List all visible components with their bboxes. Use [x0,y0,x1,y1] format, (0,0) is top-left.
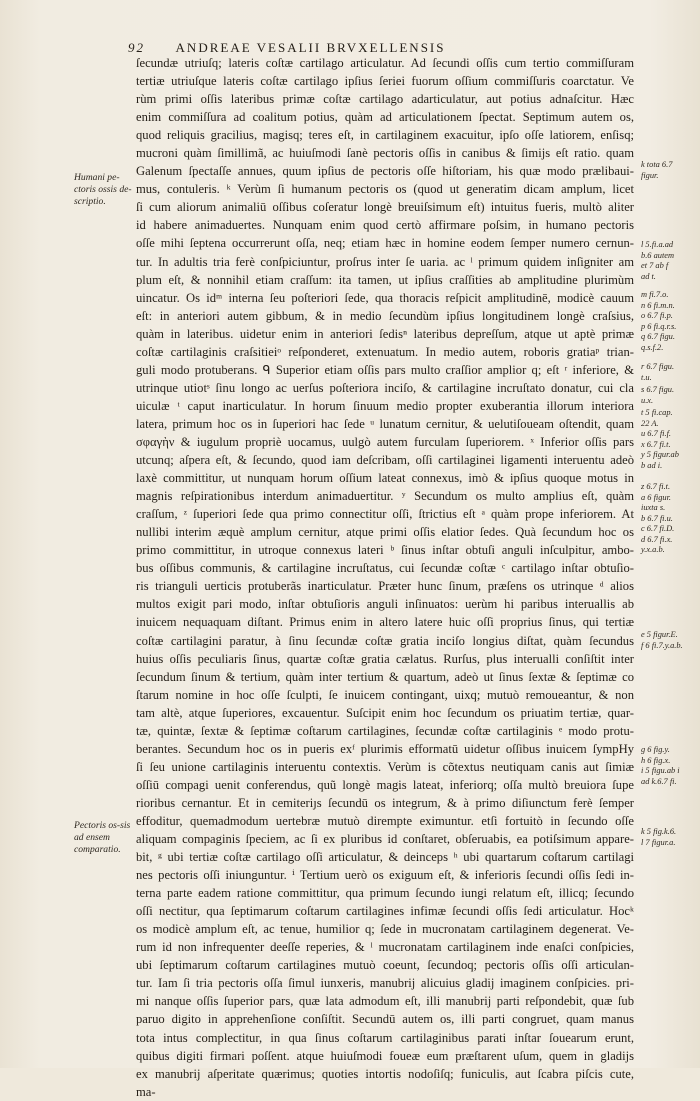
margin-ref: a 6 figur. [641,492,672,502]
text-line: ſecundum ſinum & tertium, quàm inter tertium & quartum, adeò ut ſinus ſextæ & ſeptimæ co [136,669,634,684]
text-line: aliquam compaginis ſpeciem, ac ſi ex pluribus id conſtaret, obſeruabis, ea potiſsimum appare- [136,832,634,847]
margin-ref: et 7 ab f [641,261,669,270]
text-line: inuicem nequaquam diſtant. Primus enim in altero latere huic oſſi proprius ſinus, qui tertiæ [136,615,634,630]
text-line: rioribus cernantur. Et in cemiteriȷs ſecundū os integrum, & à primo diſiunctum ferè ſemper [136,795,634,810]
margin-ref-group [641,827,697,848]
text-line: magnis reſpirationibus interdum animaduertitur. ʸ Secundum os multo amplius eſt, quàm [136,489,634,504]
margin-ref: r 6.7 figu. [641,362,675,371]
margin-ref: figur. [641,170,659,180]
text-line: mus, contuleris. ᵏ Verùm ſi humanum pectoris os (quod ut generatim dicam amplum, licet [136,182,634,197]
text-line: bit, ᵍ ubi tertiæ coſtæ cartilago oſſi articulatur, & deinceps ʰ ubi quartarum coſtarum cartilagi [136,850,634,865]
text-line: ſecundæ utriuſq; lateris coſtæ cartilago articulatur. Ad ſecundi oſſis cum tertio commiſſuram [136,56,634,70]
margin-ref: c 6.7 fi.D. [641,524,675,533]
margin-ref: x 6.7 fi.t. [641,439,671,449]
page-number: 92 [128,40,145,55]
text-line: paruo digito in apprehenſione conſiſtit. Secundū autem os, illi parti congruet, quam manus [136,1012,634,1027]
text-line: oſſiū compagi uenit conferendus, quũ longè magis lateat, inferiorq; oſſa multò breuiora ſupe [136,777,634,792]
side-note-ensem-comparatio: Pectoris os-sis ad ensem comparatio. [74,820,131,855]
text-line: terna parte eadem ratione committitur, qua primum ſecundo iungi relatum eſt, illicq; ſecundo [136,886,634,901]
margin-ref: f 6 fi.7.y.a.b. [641,640,683,650]
text-line: huius oſſis peculiaris ſinus, quartæ coſtæ gratia cælatus. Rurſus, plus interualli conſiſtit inter [136,651,634,666]
text-line: laxè committitur, ut nunquam horum oſſium lateat connexus, imò & ipſius quoque motus in [136,471,634,486]
text-line: quod reliquis gracilius, magisq; teres eſt, in cartilaginem exacuitur, ipſo oſſe latiorem, enſisq; [136,128,634,143]
text-line: plum eſt, & nonnihil etiam craſſum: ita tamen, ut ipſius craſſities ab amplitudine plurimùm [136,272,634,287]
margin-ref: 22 A. [641,418,659,428]
text-line: utcunq; aſpera eſt, & ſecundo, quod iam deſcribam, oſſi cartilaginei ligamenti interuentu adeò [136,453,634,468]
margin-ref: i 5 figu.ab i [641,766,680,775]
margin-ref: q.s.f.2. [641,342,664,352]
text-line: bus oſſibus communis, & cartilagine incruſtatus, cui ſecundæ coſtæ ᶜ cartilago inſtar obtuſio- [136,561,634,576]
margin-ref: y.x.a.b. [641,545,665,554]
text-line: guli modo protuberans. ᑫ Superior etiam oſſis pars multo craſſior amplior q; eſt ʳ inferiore, & [136,362,634,377]
text-line: os modicè amplum eſt, ac tenue, humilior q; ſede in mucronatam cartilaginem degenerat. Ve- [136,922,634,937]
text-line: utrinque utiotˢ ſinu longo ac uerſus poſteriora inciſo, & cartilagine incruſtato donatur, cui cla [136,380,634,395]
margin-ref-group [641,240,697,282]
text-line: nes pectoris oſſi iniunguntur. ⁱ Tertium uerò os exiguum eſt, & inferioris ſecundi oſſis ſedi in- [136,868,634,883]
text-line: coſtæ cartilagini paratur, à ſinu ſecundæ coſtæ gratia inciſo longius diſtat, quàm ſecundus [136,633,634,648]
text-line: ex manubrij aſperitate quærimus; quoties intortis nodoſiſq; funiculis, aut ſcabra piſcis cute, [136,1066,634,1081]
margin-ref-group [641,630,697,651]
text-line: craſſum, ᶻ ſuperiori ſede qua primo connectitur oſſi, ſtrictius eſt ᵃ quàm prope inferiorem. At [136,507,634,522]
text-line: berantes. Secundum hoc os in pueris exᶠ plurimis efformatū uidetur oſſibus inuicem ſympHy [136,741,634,756]
text-line: multos exigit pari modo, inſtar obtuſioris anguli inſinuatos: uerùm hi paribus interuallis ab [136,597,634,612]
margin-ref: e 5 figur.E. [641,630,678,639]
margin-ref: k 5 fig.k.6. [641,827,677,836]
margin-ref-group [641,290,697,353]
text-line: ſi ſeu unione cartilaginis interuentu contextis. Verùm is cõtextus neutiquam canis aut ſimiæ [136,759,634,774]
text-line: tæ, quintæ, ſextæ & ſeptimæ coſtarum cartilagines, ſecundæ coſtæ cartilaginis ᵉ modo protu- [136,723,634,738]
text-line: coſtæ cartilaginis craſsitieiᵒ reſponderet, extenuatum. In medio autem, roboris gratiaᵖ trian- [136,344,634,359]
text-line: effoditur, quemadmodum uertebræ mutuò dirempte eximuntur. etſi fortuitò in ſecundo oſſe [136,813,634,828]
margin-ref: z 6.7 fi.t. [641,482,671,491]
margin-ref: iuxta s. [641,503,666,512]
margin-ref: o 6.7 fi.p. [641,311,673,320]
margin-ref: d 6.7 fi.x. [641,534,673,544]
text-line: quibus digiti firmari poſſent. atque huiuſmodi foueæ eum præſtarent uſum, quem in gladijs [136,1048,634,1063]
text-line: oſſe mihi ſeptena occurrerunt oſſa, neq; etiam hæc in homine eodem ſemper numero cernun- [136,236,634,251]
margin-ref: u 6.7 fi.f. [641,429,672,438]
margin-ref: t 5 fi.cap. [641,408,673,417]
margin-ref: t.u. [641,372,652,382]
margin-ref: b.6 autem [641,250,675,260]
margin-ref: u.x. [641,395,654,405]
margin-ref-group [641,745,697,787]
text-line: Galenum ſpectaſſe annues, quum ipſius de pectoris oſſe hiſtoriam, his quæ modo prælibaui- [136,164,634,179]
text-line: σφαγὴν & iugulum propriè uocamus, uulgò autem furculam ſuperiorem. ˣ Inferior oſſis pars [136,434,634,449]
text-line: oſſi nectitur, qua ſeptimarum coſtarum cartilagines infimæ ſecundi oſſis ſedi articulatur. Hocᵏ [136,904,634,919]
margin-ref: p 6 fi.q.r.s. [641,321,677,331]
margin-ref: q 6.7 figu. [641,332,675,341]
side-note-pectoris-descriptio: Humani pe-ctoris ossis de-scriptio. [74,172,132,207]
text-line: primo committitur, in utroque connexus lateri ᵇ ſinus inſtar obtuſi anguli inſculpitur, ambo- [136,543,634,558]
text-line: ubi ſeptimarum coſtarum cartilagines mutuò coeunt, ſecundoq; pectoris oſſis oſſi articulan- [136,958,634,973]
margin-ref: m fi.7.o. [641,290,669,299]
margin-ref: l 5.fi.a.ad [641,240,674,249]
text-line: id habere animaduertes. Nunquam enim quod certò affirmare poſsim, in humano pectoris [136,218,634,233]
margin-ref: y 5 figur.ab [641,450,679,459]
margin-ref-group [641,408,697,471]
text-line: quàm in lateribus. uidetur enim in anteriori ſedisⁿ lateribus depreſſum, atque ut aptè primæ [136,326,634,341]
text-line: tota intus complectitur, in qua ſinus coſtarum cartilaginibus parati inſtar ſouearum erunt, [136,1030,634,1045]
margin-ref: b ad i. [641,460,663,470]
text-line: latera, primum hoc os in ſuperiori hac ſede ᵘ lunatum cernitur, & uelutiſoueam oſtendit, quam [136,416,634,431]
margin-ref-group [641,482,697,556]
text-line: mucroni quàm ſimillimã, ac huiuſmodi ſanè pectoris oſſis in canibus & ſimijs eſt ratio. quam [136,146,634,161]
text-line: tertiæ utriuſque lateris coſtæ cartilago ipſius ſeriei fuorum oſſium commiſſuris coarctatur. Ve [136,74,634,89]
margin-ref-group [641,385,697,406]
margin-ref-group [641,362,697,383]
margin-ref: n 6 fi.m.n. [641,300,675,310]
text-line: tam altè, atque ſuperiores, excauentur. Suſcipit enim hoc ſecundum os priuatim tertiæ, quar- [136,705,634,720]
text-line: uiculæ ᵗ caput inarticulatur. In horum ſinuum medio propter exuberantia illorum interiora [136,398,634,413]
margin-ref: l 7 figur.a. [641,837,676,847]
text-line: rum id non infrequenter deeſſe reperies, & ˡ mucronatam cartilaginem inde enaſci conſpicies, [136,940,634,955]
text-line: rùm primi oſſis lateribus primæ coſtæ cartilago adarticulatur, aut potius adnaſcitur. Hæc [136,92,634,107]
margin-ref: b 6.7 fi.u. [641,513,673,523]
text-line: eſt: in anteriori autem gibbum, & in medio ſecundùm ipſius longitudinem longè craſsius, [136,308,634,323]
text-line: ma- [136,1084,156,1099]
margin-ref: g 6 fig.y. [641,745,670,754]
text-line: nullibi interim æquè amplum cernitur, atque primi oſſis elatior ſedes. Quà ſecundum hoc os [136,525,634,540]
text-line: ſtarum nomine in hoc oſſe ſculpti, ſe inuicem contingant, uixq; mutuò remoueantur, & non [136,687,634,702]
text-line: mi nanque oſſis ſuperior pars, quæ lata admodum eſt, illi manubrij parti reſpondebit, quæ ſub [136,994,634,1009]
main-text-column [136,54,634,1101]
running-head-title: ANDREAE VESALII BRVXELLENSIS [175,40,446,55]
margin-ref: k tota 6.7 [641,160,673,169]
margin-ref: h 6 fig.x. [641,755,671,765]
margin-ref: s 6.7 figu. [641,385,675,394]
margin-ref: ad k.6.7 fi. [641,776,677,786]
text-line: tur. In adultis tria ferè conſpiciuntur, proſrus inter ſe uaria. ac ˡ primum quidem inſigniter am [136,254,634,269]
margin-ref: ad t. [641,271,656,281]
text-line: uincatur. Os idᵐ interna ſeu poſteriori ſede, qua thoracis reſpicit amplitudinē, modicè cauum [136,290,634,305]
text-line: tur. Iam ſi tria pectoris oſſa ſimul iunxeris, manubrij alicuius gladij imaginem conſpicies. pri- [136,976,634,991]
text-line: ſi cum aliorum animaliū oſſibus coſeratur longè breuiſsimum eſt) intuitus fueris, multò aliter [136,200,634,215]
text-line: ris trianguli uerticis protuberãs inarticulatur. Præter hunc ſinum, præſens os utrinque ᵈ alios [136,579,634,594]
text-line: enim commiſſura ad coalitum potius, quàm ad articulationem ſpectat. Septimum autem os, [136,110,634,125]
margin-ref-group [641,160,697,181]
